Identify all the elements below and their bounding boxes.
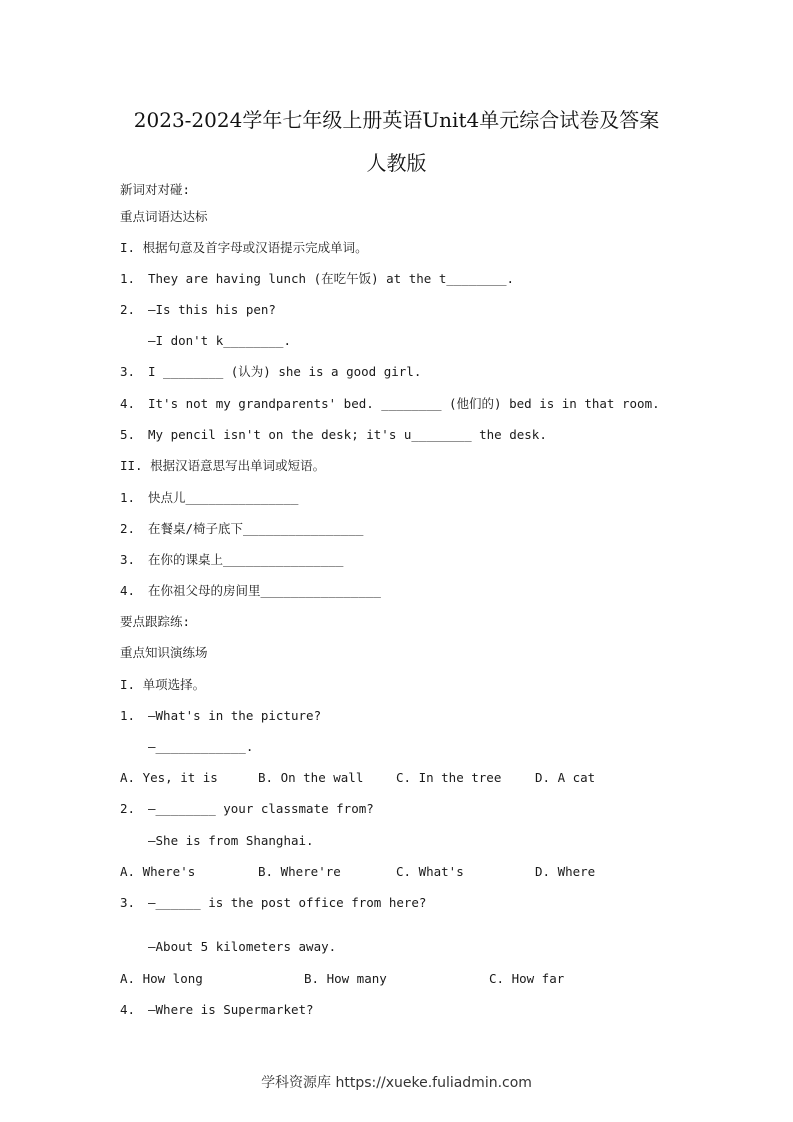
footer-watermark: 学科资源库 https://xueke.fuliadmin.com bbox=[261, 1075, 532, 1091]
document-title-line2: 人教版 bbox=[366, 151, 427, 175]
question-answer: —She is from Shanghai. bbox=[148, 833, 314, 848]
option-a: A. Yes, it is bbox=[120, 770, 218, 785]
section-key-words: 重点词语达达标 bbox=[120, 209, 208, 224]
part1-item: 1. They are having lunch (在吃午饭) at the t________. bbox=[120, 271, 515, 286]
option-b: B. On the wall bbox=[258, 770, 364, 785]
option-a: A. Where's bbox=[120, 864, 196, 879]
part2-heading: II. 根据汉语意思写出单词或短语。 bbox=[120, 458, 326, 473]
option-a: A. How long bbox=[120, 971, 203, 986]
question-answer: —About 5 kilometers away. bbox=[148, 939, 337, 954]
option-c: C. In the tree bbox=[396, 770, 502, 785]
part2-item: 4. 在你祖父母的房间里________________ bbox=[120, 583, 381, 598]
part2-item: 1. 快点儿_______________ bbox=[120, 490, 299, 505]
question-stem: 1. —What's in the picture? bbox=[120, 708, 322, 723]
question-stem: 3. —______ is the post office from here? bbox=[120, 895, 427, 910]
section-new-words: 新词对对碰: bbox=[120, 182, 191, 197]
section-knowledge: 重点知识演练场 bbox=[120, 645, 208, 660]
option-d: D. A cat bbox=[535, 770, 596, 785]
part1-item: 4. It's not my grandparents' bed. ________ (他们的) bed is in that room. bbox=[120, 396, 660, 411]
option-d: D. Where bbox=[535, 864, 596, 879]
part1-item: 5. My pencil isn't on the desk; it's u________ the desk. bbox=[120, 427, 547, 442]
part1-item-answer: —I don't k________. bbox=[148, 333, 291, 348]
question-stem: 2. —________ your classmate from? bbox=[120, 801, 374, 816]
option-c: C. What's bbox=[396, 864, 464, 879]
part2-item: 3. 在你的课桌上________________ bbox=[120, 552, 344, 567]
document-title-line1: 2023-2024学年七年级上册英语Unit4单元综合试卷及答案 bbox=[133, 108, 660, 132]
section-practice: 要点跟踪练: bbox=[120, 614, 191, 629]
part2-item: 2. 在餐桌/椅子底下________________ bbox=[120, 521, 364, 536]
part1-heading: I. 根据句意及首字母或汉语提示完成单词。 bbox=[120, 240, 368, 255]
part1-item: 2. —Is this his pen? bbox=[120, 302, 276, 317]
part1-item: 3. I ________ (认为) she is a good girl. bbox=[120, 364, 422, 379]
question-stem: 4. —Where is Supermarket? bbox=[120, 1002, 314, 1017]
option-b: B. How many bbox=[304, 971, 387, 986]
part3-heading: I. 单项选择。 bbox=[120, 677, 206, 692]
option-b: B. Where're bbox=[258, 864, 341, 879]
option-c: C. How far bbox=[489, 971, 565, 986]
question-answer: —____________. bbox=[148, 739, 254, 754]
